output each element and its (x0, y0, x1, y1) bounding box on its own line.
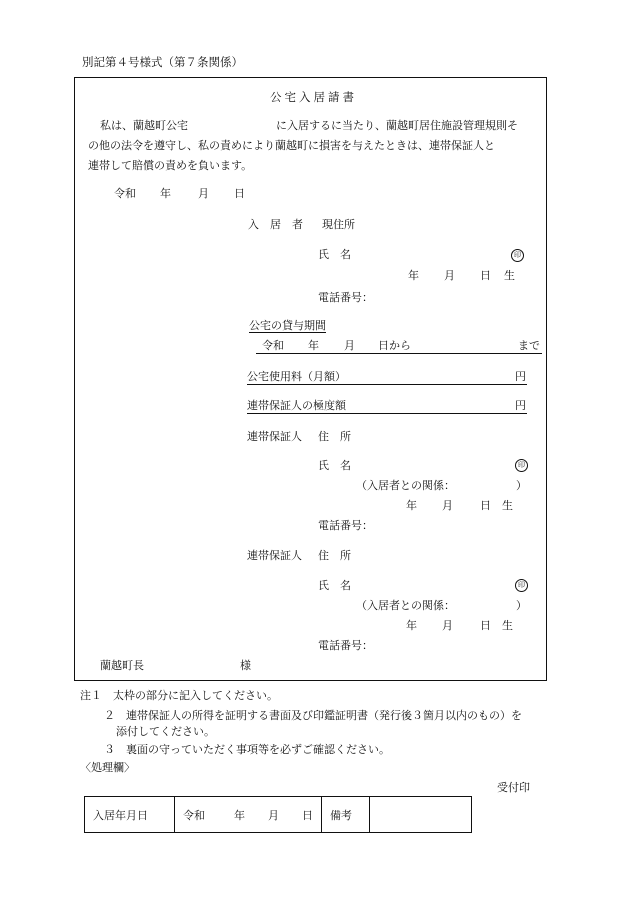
proc-month: 月 (268, 808, 279, 822)
guarantor1-seal-mark: 印 (515, 459, 528, 472)
body-line1-end: に入居するに当たり、蘭越町居住施設管理規則そ (276, 119, 518, 132)
form-number: 別記第４号様式（第７条関係） (82, 55, 243, 69)
guarantee-limit-underline (247, 413, 527, 414)
proc-year: 年 (234, 808, 245, 822)
guarantor2-seal-mark: 印 (515, 579, 528, 592)
note-1: 注１ 太枠の部分に記入してください。 (80, 689, 278, 702)
receipt-stamp-label: 受付印 (497, 781, 530, 794)
date-month: 月 (198, 187, 209, 200)
note-3: ３ 裏面の守っていただく事項等を必ずご確認ください。 (104, 743, 390, 756)
rent-label: 公宅使用料（月額） (247, 370, 346, 383)
guarantor1-role: 連帯保証人 (247, 430, 302, 443)
processing-table (84, 796, 472, 833)
lease-until: まで (518, 339, 540, 352)
lease-label: 公宅の貸与期間 (249, 319, 326, 332)
guarantor2-birth-month: 月 (442, 619, 453, 632)
move-in-date-label: 入居年月日 (93, 808, 148, 822)
guarantor1-phone-label: 電話番号： (318, 519, 373, 532)
tenant-name-label: 氏 名 (318, 248, 351, 261)
tenant-seal-mark: 印 (511, 249, 524, 262)
guarantor2-relation-close: ） (516, 599, 527, 612)
guarantor2-birth-year: 年 (406, 619, 417, 632)
guarantee-limit-unit: 円 (515, 399, 526, 412)
date-day: 日 (234, 187, 245, 200)
rent-underline (247, 384, 527, 385)
lease-year: 年 (308, 339, 319, 352)
table-row (85, 797, 472, 833)
date-era: 令和 (114, 187, 136, 200)
lease-underline (256, 353, 542, 354)
body-line2: の他の法令を遵守し、私の責めにより蘭越町に損害を与えたときは、連帯保証人と (88, 139, 495, 152)
body-line1-start: 私は、蘭越町公宅 (100, 119, 188, 132)
guarantor1-relation-open: （入居者との関係： (356, 479, 455, 492)
guarantor1-birth-day: 日 (480, 499, 491, 512)
remarks-value-cell[interactable] (370, 797, 472, 833)
guarantor2-birth-suffix: 生 (502, 619, 513, 632)
proc-day: 日 (302, 808, 313, 822)
body-line3: 連帯して賠償の責めを負います。 (88, 159, 253, 172)
remarks-label: 備考 (330, 808, 352, 822)
guarantor1-birth-suffix: 生 (502, 499, 513, 512)
guarantor1-birth-month: 月 (442, 499, 453, 512)
guarantor1-birth-year: 年 (406, 499, 417, 512)
tenant-birth-day: 日 (480, 269, 491, 282)
guarantor1-relation-close: ） (516, 479, 527, 492)
tenant-address-label: 現住所 (322, 218, 355, 231)
tenant-birth-suffix: 生 (504, 269, 515, 282)
addressee-name: 蘭越町長 (100, 659, 144, 672)
move-in-date-value-cell[interactable] (175, 797, 322, 833)
tenant-birth-month: 月 (444, 269, 455, 282)
guarantor2-role: 連帯保証人 (247, 549, 302, 562)
guarantor1-address-label: 住 所 (318, 430, 351, 443)
move-in-date-label-cell (85, 797, 175, 833)
tenant-role: 入 居 者 (248, 218, 303, 231)
document-title: 公宅入居請書 (270, 90, 357, 104)
note-2-line2: 添付してください。 (116, 725, 215, 738)
guarantor2-relation-open: （入居者との関係： (356, 599, 455, 612)
date-year: 年 (160, 187, 171, 200)
rent-unit: 円 (515, 370, 526, 383)
guarantee-limit-label: 連帯保証人の極度額 (247, 399, 346, 412)
guarantor2-address-label: 住 所 (318, 549, 351, 562)
tenant-birth-year: 年 (408, 269, 419, 282)
guarantor1-name-label: 氏 名 (318, 459, 351, 472)
lease-era: 令和 (262, 339, 284, 352)
proc-era: 令和 (183, 808, 205, 822)
remarks-label-cell (322, 797, 370, 833)
guarantor2-phone-label: 電話番号： (318, 639, 373, 652)
note-2-line1: ２ 連帯保証人の所得を証明する書面及び印鑑証明書（発行後３箇月以内のもの）を (104, 709, 522, 722)
lease-from: 日から (378, 339, 411, 352)
guarantor2-birth-day: 日 (480, 619, 491, 632)
tenant-phone-label: 電話番号： (318, 291, 373, 304)
lease-month: 月 (344, 339, 355, 352)
guarantor2-name-label: 氏 名 (318, 579, 351, 592)
processing-section-label: 〈処理欄〉 (80, 761, 135, 774)
addressee-honorific: 様 (240, 659, 251, 672)
